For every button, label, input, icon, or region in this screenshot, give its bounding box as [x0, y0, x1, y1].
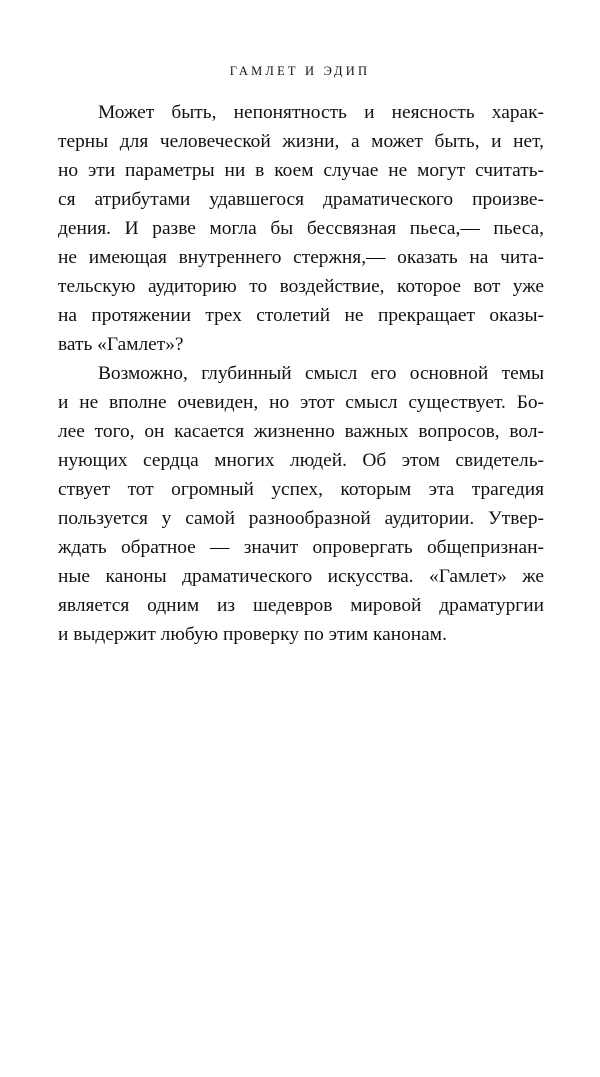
- text-line: на протяжении трех столетий не прекращает оказы-: [58, 305, 544, 326]
- text-line: и не вполне очевиден, но этот смысл существует. Бо-: [58, 392, 544, 413]
- text-line: ся атрибутами удавшегося драматического произве-: [58, 189, 544, 210]
- text-line: не имеющая внутреннего стержня,— оказать на чита-: [58, 247, 544, 268]
- text-line: но эти параметры ни в коем случае не могут считать-: [58, 160, 544, 181]
- text-line: нующих сердца многих людей. Об этом свидетель-: [58, 450, 544, 471]
- text-line: ствует тот огромный успех, которым эта трагедия: [58, 479, 544, 500]
- text-line: пользуется у самой разнообразной аудитории. Утвер-: [58, 508, 544, 529]
- text-line: ные каноны драматического искусства. «Гамлет» же: [58, 566, 544, 587]
- text-line: и выдержит любую проверку по этим канонам.: [58, 624, 447, 645]
- text-line: Может быть, непонятность и неясность харак-: [98, 102, 544, 123]
- text-line: дения. И разве могла бы бессвязная пьеса,— пьеса,: [58, 218, 544, 239]
- text-line: ждать обратное — значит опровергать общепризнан-: [58, 537, 544, 558]
- text-line: вать «Гамлет»?: [58, 334, 184, 355]
- paragraph-1: [58, 98, 544, 359]
- text-line: терны для человеческой жизни, а может быть, и нет,: [58, 131, 544, 152]
- text-line: Возможно, глубинный смысл его основной темы: [98, 363, 544, 384]
- body-text: [58, 98, 544, 649]
- paragraph-2: [58, 359, 544, 649]
- text-line: является одним из шедевров мировой драматургии: [58, 595, 544, 616]
- text-line: лее того, он касается жизненно важных вопросов, вол-: [58, 421, 544, 442]
- running-head: ГАМЛЕТ И ЭДИП: [229, 64, 371, 78]
- text-line: тельскую аудиторию то воздействие, которое вот уже: [58, 276, 544, 297]
